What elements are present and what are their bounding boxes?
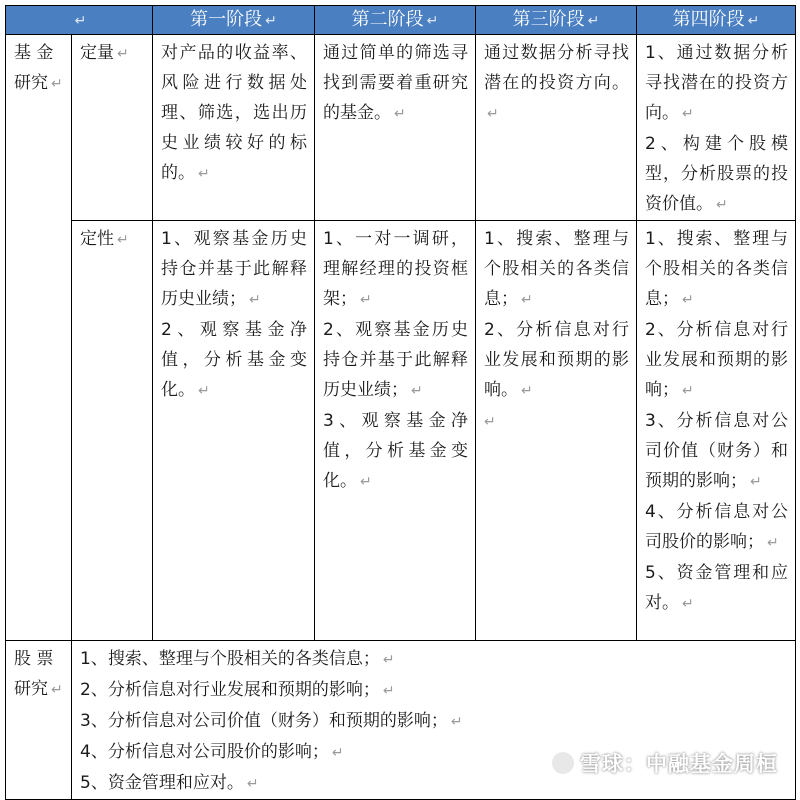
return-mark-icon: ↵: [117, 46, 129, 62]
list-item: 5、资金管理和应对。 ↵: [80, 773, 259, 793]
research-stage-table: [5, 5, 796, 800]
return-mark-icon: ↵: [198, 166, 210, 182]
list-item: 4、分析信息对公司股价的影响； ↵: [80, 742, 344, 762]
list-item: 3、分析信息对公司价值（财务）和预期的影响； ↵: [80, 711, 463, 731]
return-mark-icon: ↵: [74, 12, 87, 29]
fund-qualitative-row: [6, 221, 796, 641]
header-stage3: 第三阶段 ↵: [476, 6, 637, 35]
return-mark-icon: ↵: [51, 76, 63, 92]
return-mark-icon: ↵: [382, 683, 395, 699]
quant-stage3-cell: 通过数据分析寻找潜在的投资方向。↵: [476, 35, 637, 221]
return-mark-icon: ↵: [521, 292, 533, 308]
qualitative-label: 定性 ↵: [72, 221, 153, 641]
return-mark-icon: ↵: [382, 652, 395, 668]
qual-stage1-cell: 1、观察基金历史持仓并基于此解释历史业绩； ↵ 2、观察基金净值，分析基金变化。 ↵: [153, 221, 315, 641]
return-mark-icon: ↵: [682, 383, 694, 399]
return-mark-icon: ↵: [265, 12, 277, 29]
return-mark-icon: ↵: [394, 106, 406, 122]
fund-research-label: 基 金 研究 ↵: [6, 35, 72, 641]
list-item: 2、分析信息对行业发展和预期的影响； ↵: [80, 680, 395, 700]
return-mark-icon: ↵: [767, 535, 779, 551]
return-mark-icon: ↵: [716, 197, 728, 213]
header-stage4: 第四阶段 ↵: [637, 6, 796, 35]
header-stage1: 第一阶段 ↵: [153, 6, 315, 35]
return-mark-icon: ↵: [331, 745, 344, 761]
return-mark-icon: ↵: [360, 292, 372, 308]
return-mark-icon: ↵: [426, 12, 439, 29]
qual-stage4-cell: 1、搜索、整理与个股相关的各类信息； ↵ 2、分析信息对行业发展和预期的影响； ↵ 3、分析信息对公司价值（财务）和预期的影响； ↵ 4、分析信息对公司股价的影响； ↵ 5、资金管理和应对。 ↵: [637, 221, 796, 641]
return-mark-icon: ↵: [587, 12, 600, 29]
watermark: 雪球：中融基金周桓: [552, 748, 778, 778]
return-mark-icon: ↵: [750, 474, 762, 490]
return-mark-icon: ↵: [682, 292, 694, 308]
return-mark-icon: ↵: [411, 383, 423, 399]
return-mark-icon: ↵: [682, 106, 694, 122]
return-mark-icon: ↵: [198, 383, 210, 399]
header-row: [6, 6, 796, 35]
return-mark-icon: ↵: [360, 474, 372, 490]
return-mark-icon: ↵: [450, 714, 463, 730]
stock-research-label: 股 票 研究 ↵: [6, 641, 72, 800]
return-mark-icon: ↵: [487, 106, 499, 122]
return-mark-icon: ↵: [521, 383, 533, 399]
header-stage2: 第二阶段 ↵: [315, 6, 476, 35]
return-mark-icon: ↵: [249, 292, 261, 308]
list-item: 1、搜索、整理与个股相关的各类信息； ↵: [80, 649, 395, 669]
snowball-logo-icon: [552, 752, 574, 774]
quant-stage2-cell: 通过简单的筛选寻找到需要着重研究的基金。 ↵: [315, 35, 476, 221]
header-corner-cell: [6, 6, 153, 35]
quant-stage1-cell: 对产品的收益率、风险进行数据处理、筛选，选出历史业绩较好的标的。 ↵: [153, 35, 315, 221]
quantitative-label: 定量 ↵: [72, 35, 153, 221]
return-mark-icon: ↵: [484, 414, 496, 430]
quant-stage4-cell: 1、通过数据分析寻找潜在的投资方向。 ↵ 2、构建个股模型，分析股票的投资价值。 ↵: [637, 35, 796, 221]
return-mark-icon: ↵: [747, 12, 760, 29]
return-mark-icon: ↵: [682, 596, 694, 612]
qual-stage3-cell: 1、搜索、整理与个股相关的各类信息； ↵ 2、分析信息对行业发展和预期的影响。 ↵ ↵: [476, 221, 637, 641]
return-mark-icon: ↵: [246, 776, 259, 792]
return-mark-icon: ↵: [51, 682, 63, 698]
qual-stage2-cell: 1、一对一调研，理解经理的投资框架； ↵ 2、观察基金历史持仓并基于此解释历史业绩； ↵ 3、观察基金净值，分析基金变化。 ↵: [315, 221, 476, 641]
fund-quantitative-row: [6, 35, 796, 221]
return-mark-icon: ↵: [117, 232, 129, 248]
